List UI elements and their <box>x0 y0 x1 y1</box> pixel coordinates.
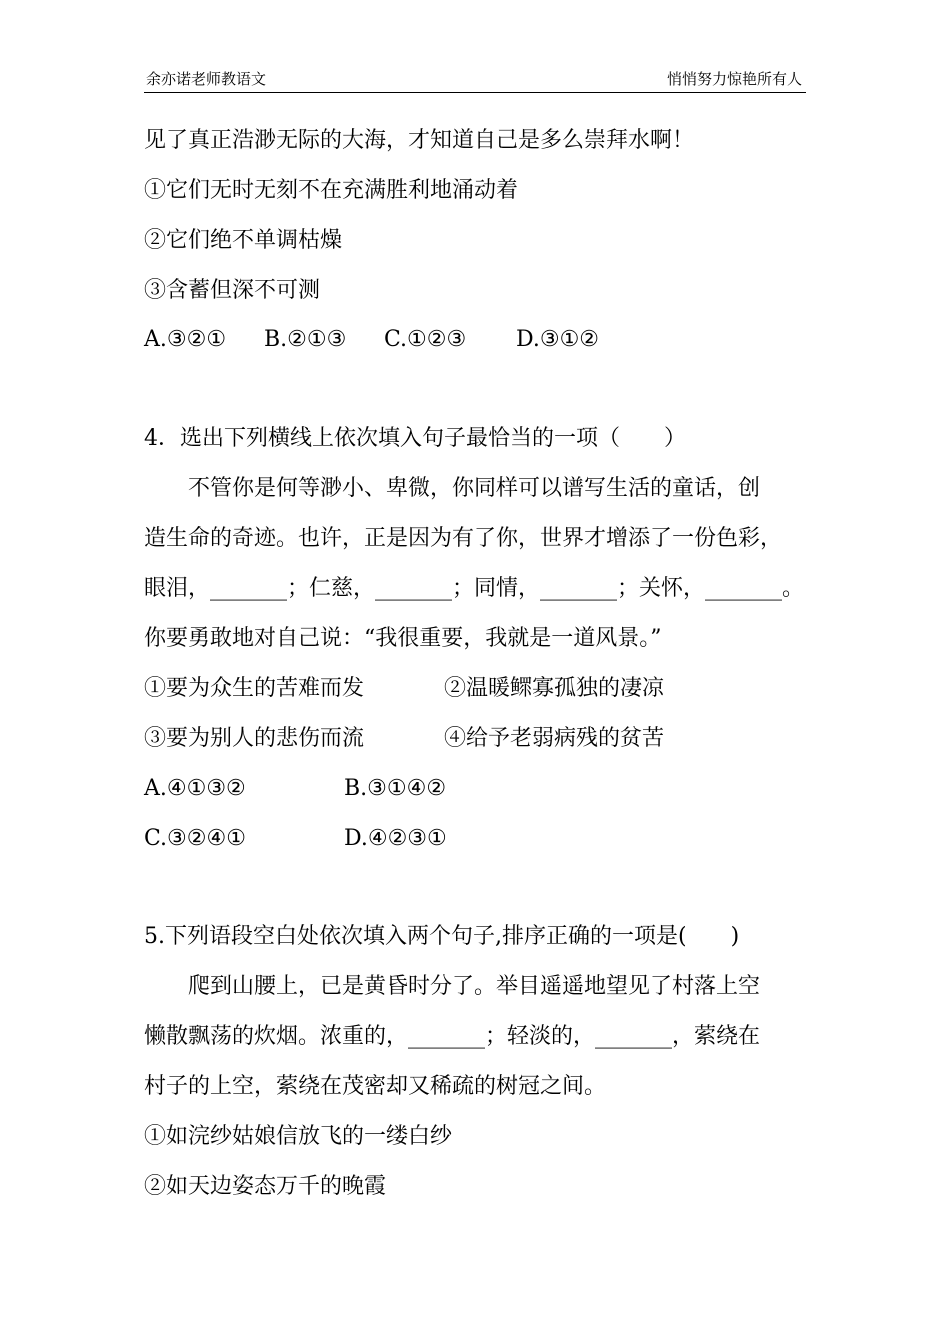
q5-question: 5.下列语段空白处依次填入两个句子,排序正确的一项是( ) <box>144 924 740 949</box>
q4-option-d: D.④②③① <box>344 826 447 851</box>
q4-item-1: ①要为众生的苦难而发 <box>144 676 365 701</box>
q3-option-a: A.③②① <box>144 327 227 352</box>
q4-item-3: ③要为别人的悲伤而流 <box>144 726 365 751</box>
q4-option-c: C.③②④① <box>144 826 246 851</box>
q5-para-line-1: 爬到山腰上，已是黄昏时分了。举目遥遥地望见了村落上空 <box>188 974 761 999</box>
q4-item-4: ④给予老弱病残的贫苦 <box>444 726 665 751</box>
q3-item-1: ①它们无时无刻不在充满胜利地涌动着 <box>144 178 519 203</box>
q3-stem-tail: 见了真正浩渺无际的大海，才知道自己是多么崇拜水啊！ <box>144 128 695 153</box>
q5-para-line-2: 懒散飘荡的炊烟。浓重的，_______；轻淡的，_______，萦绕在 <box>144 1024 761 1049</box>
page-header <box>144 60 806 93</box>
q4-item-2: ②温暖鳏寡孤独的凄凉 <box>444 676 665 701</box>
q3-option-c: C.①②③ <box>384 327 467 352</box>
q5-para-line-3: 村子的上空，萦绕在茂密却又稀疏的树冠之间。 <box>144 1074 607 1099</box>
q3-option-b: B.②①③ <box>264 327 347 352</box>
header-right-text: 悄悄努力惊艳所有人 <box>666 70 802 88</box>
q5-item-2: ②如天边姿态万千的晚霞 <box>144 1174 387 1199</box>
q4-para-line-2: 造生命的奇迹。也许，正是因为有了你，世界才增添了一份色彩， <box>144 526 783 551</box>
q4-para-line-3: 眼泪，_______；仁慈，_______；同情，_______；关怀，_______。 <box>144 576 805 601</box>
q3-item-2: ②它们绝不单调枯燥 <box>144 228 343 253</box>
q3-item-3: ③含蓄但深不可测 <box>144 278 321 303</box>
q5-item-1: ①如浣纱姑娘信放飞的一缕白纱 <box>144 1124 453 1149</box>
q4-option-a: A.④①③② <box>144 776 246 801</box>
q3-option-d: D.③①② <box>516 327 600 352</box>
q4-para-line-4: 你要勇敢地对自己说：“我很重要，我就是一道风景。” <box>144 626 662 651</box>
q4-option-b: B.③①④② <box>344 776 447 801</box>
q4-question: 4．选出下列横线上依次填入句子最恰当的一项（ ） <box>144 426 686 451</box>
header-left-text: 余亦诺老师教语文 <box>146 70 267 88</box>
q4-para-line-1: 不管你是何等渺小、卑微，你同样可以谱写生活的童话，创 <box>188 476 761 501</box>
